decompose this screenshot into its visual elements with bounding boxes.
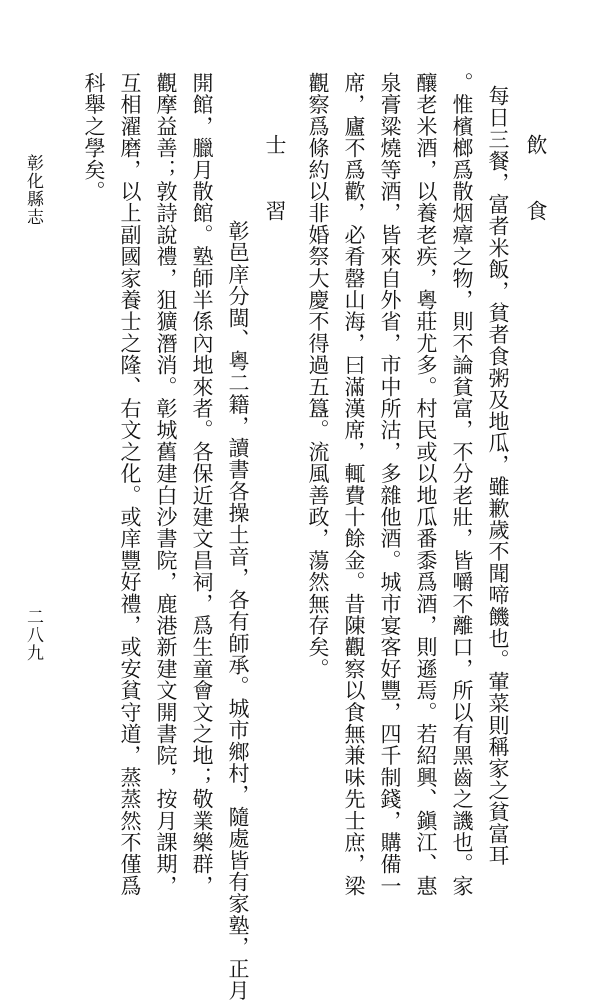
diet-line-3: 釀老米酒，以養老疾，粵莊尤多。村民或以地瓜番黍爲酒，則遜焉。若紹興、鎭江、惠	[414, 72, 438, 897]
diet-line-4: 泉膏粱燒等酒，皆來自外省，市中所沽，多雜他酒。城市宴客好豐，四千制錢，購備一	[378, 72, 402, 897]
diet-line-2: 。惟檳榔爲散烟瘴之物，則不論貧富，不分老壯，皆嚼不離口，所以有黑齒之譏也。家	[450, 72, 474, 897]
running-head: 彰化縣志	[23, 154, 43, 226]
custom-line-2: 開館，臘月散館。塾師半係內地來者。各保近建文昌祠，爲生童會文之地；敬業樂群，	[190, 72, 214, 897]
diet-line-6: 觀察爲條約以非婚祭大慶不得過五簋。流風善政，蕩然無存矣。	[306, 72, 330, 680]
custom-line-4: 互相濯磨，以上副國家養士之隆、右文之化。或庠豐好禮，或安貧守道，蒸蒸然不僅爲	[118, 72, 142, 897]
diet-line-1: 每日三餐，富者米飯，貧者食粥及地瓜，雖歉歲不聞啼饑也。葷菜則稱家之貧富耳	[486, 85, 510, 867]
custom-line-3: 觀摩益善；敦詩說禮，狙獷潛消。彰城舊建白沙書院，鹿港新建文開書院，按月課期，	[154, 72, 178, 897]
section-heading-custom: 士 習	[263, 134, 287, 233]
page-number: 二八九	[23, 608, 43, 662]
custom-line-1: 彰邑庠分閩、粵二籍，讀書各操土音，各有師承。城市鄉村，隨處皆有家塾，正月	[226, 220, 250, 1001]
diet-line-5: 席，廬不爲歡，必肴罄山海，曰滿漢席，輒費十餘金。昔陳觀察以食無兼味先士庶，梁	[342, 72, 366, 897]
section-heading-diet: 飲 食	[524, 134, 548, 233]
custom-line-5: 科舉之學矣。	[82, 72, 106, 203]
